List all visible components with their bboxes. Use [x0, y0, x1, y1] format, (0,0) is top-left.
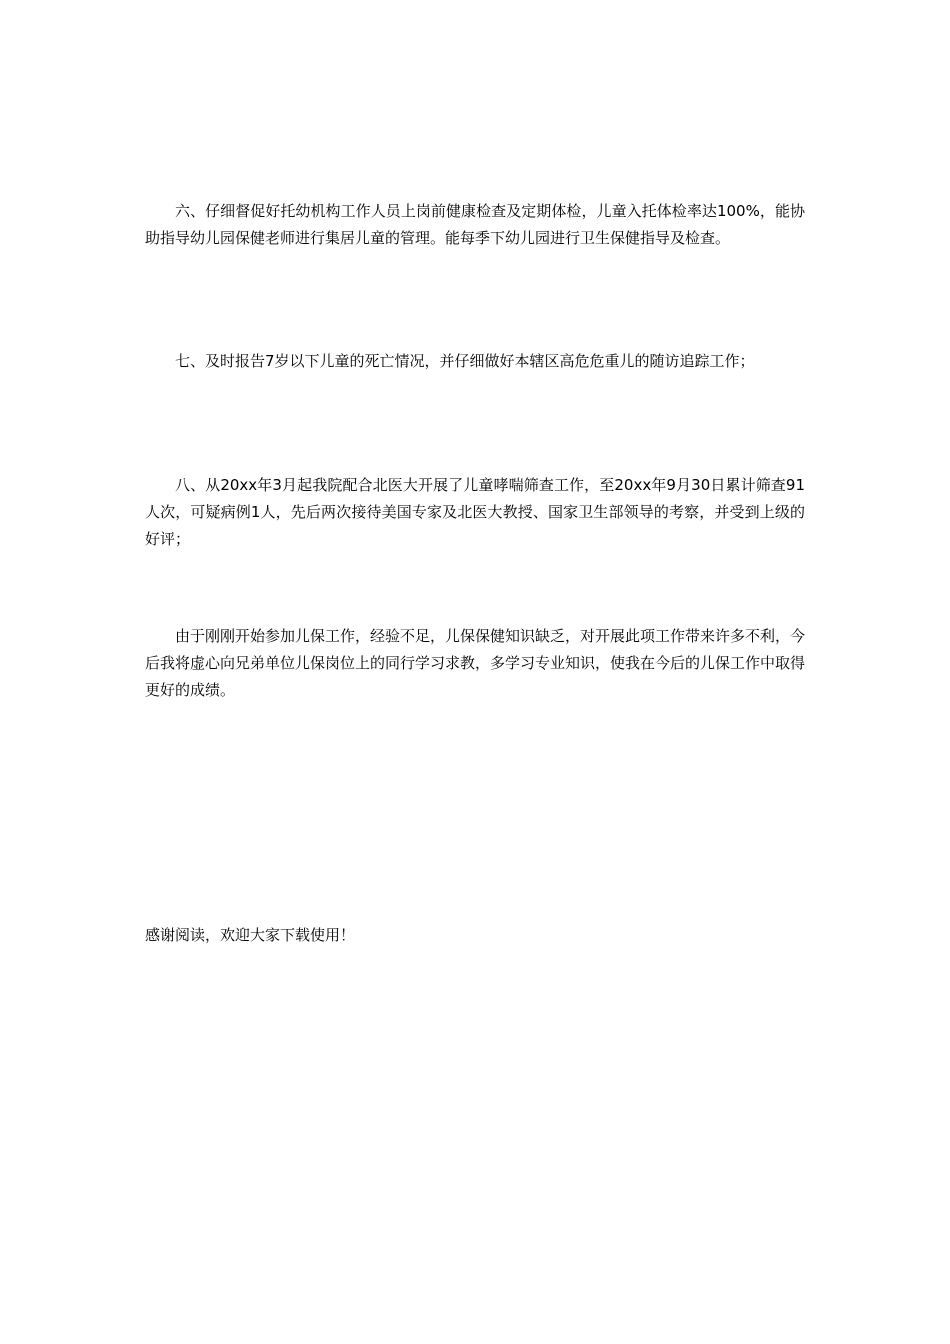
paragraph-conclusion: 由于刚刚开始参加儿保工作，经验不足，儿保保健知识缺乏，对开展此项工作带来许多不利，今后我将虚心向兄弟单位儿保岗位上的同行学习求教，多学习专业知识，使我在今后的儿保工作中取得更好的成绩。 — [145, 627, 806, 699]
closing-note: 感谢阅读，欢迎大家下载使用！ — [145, 926, 356, 944]
paragraph-six: 六、仔细督促好托幼机构工作人员上岗前健康检查及定期体检，儿童入托体检率达100%，能协助指导幼儿园保健老师进行集居儿童的管理。能每季下幼儿园进行卫生保健指导及检查。 — [145, 202, 805, 247]
paragraph-eight: 八、从20xx年3月起我院配合北医大开展了儿童哮喘筛查工作，至20xx年9月30日累计筛查91人次，可疑病例1人，先后两次接待美国专家及北医大教授、国家卫生部领导的考察，并受到上级的好评； — [145, 476, 805, 548]
paragraph-seven: 七、及时报告7岁以下儿童的死亡情况，并仔细做好本辖区高危危重儿的随访追踪工作； — [175, 352, 755, 370]
